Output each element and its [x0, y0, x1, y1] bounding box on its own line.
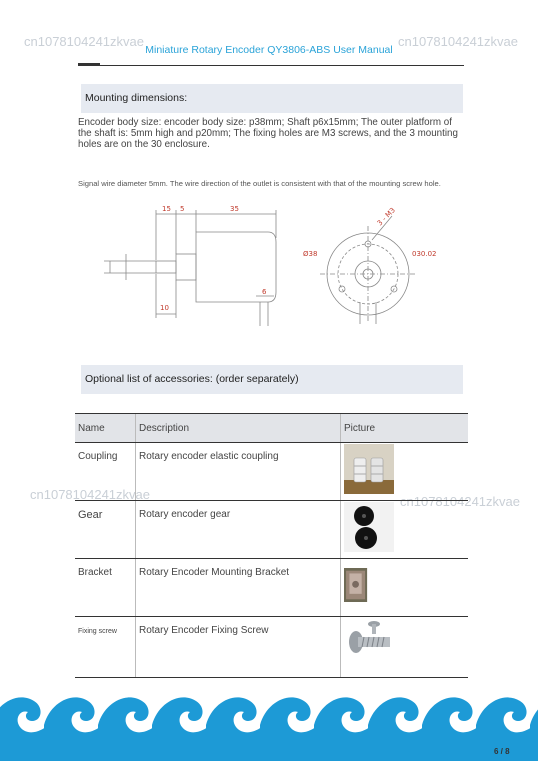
table-row: [75, 559, 468, 617]
mounting-heading: Mounting dimensions:: [85, 92, 188, 104]
accessories-table: [75, 413, 468, 678]
signal-wire-note: Signal wire diameter 5mm. The wire direction of the outlet is consistent with that of the mounting screw hole.: [78, 179, 441, 188]
accessory-name: Coupling: [75, 443, 136, 501]
dim-label: 15: [162, 205, 171, 213]
dim-label: 6: [262, 288, 267, 296]
accessory-picture: [341, 617, 469, 678]
accessory-description: Rotary Encoder Mounting Bracket: [136, 559, 341, 617]
accessory-description: Rotary encoder elastic coupling: [136, 443, 341, 501]
watermark: cn1078104241zkvae: [398, 34, 518, 49]
mounting-dimension-drawing: [80, 198, 456, 348]
column-header: Name: [75, 414, 136, 443]
accessories-heading: Optional list of accessories: (order separately): [85, 373, 299, 385]
accessory-picture: [341, 559, 469, 617]
wave-decoration: [0, 685, 538, 761]
shaft: [156, 261, 176, 273]
column-header: Description: [136, 414, 341, 443]
table-header-row: [75, 414, 468, 443]
page-number: 6 / 8: [494, 747, 510, 756]
table-row: [75, 443, 468, 501]
accessory-name: Bracket: [75, 559, 136, 617]
column-header: Picture: [341, 414, 469, 443]
dim-label: Ø38: [303, 250, 318, 258]
dim-label: 3 - M3: [375, 206, 397, 228]
section-heading-band: [81, 365, 463, 394]
accessory-picture: [341, 501, 469, 559]
watermark: cn1078104241zkvae: [400, 494, 520, 509]
table-row: [75, 501, 468, 559]
shaft-platform: [176, 254, 196, 280]
dim-label: 10: [160, 304, 169, 312]
document-title: Miniature Rotary Encoder QY3806-ABS User Manual: [145, 44, 393, 56]
bracket-photo-icon: [344, 560, 378, 610]
accessory-description: Rotary encoder gear: [136, 501, 341, 559]
dim-label: 5: [180, 205, 185, 213]
accessory-picture: [341, 443, 469, 501]
screw-photo-icon: [344, 618, 394, 668]
section-heading-band: [81, 84, 463, 113]
gear-photo-icon: [344, 502, 394, 552]
header-rule: [78, 65, 464, 66]
coupling-photo-icon: [344, 444, 394, 494]
watermark: cn1078104241zkvae: [30, 487, 150, 502]
table-row: [75, 617, 468, 678]
accessory-name: Fixing screw: [75, 617, 136, 678]
dim-label: 030.02: [412, 250, 437, 258]
accessory-description: Rotary Encoder Fixing Screw: [136, 617, 341, 678]
watermark: cn1078104241zkvae: [24, 34, 144, 49]
accessory-name: Gear: [75, 501, 136, 559]
dim-label: 35: [230, 205, 239, 213]
mounting-description: Encoder body size: encoder body size: p38mm; Shaft p6x15mm; The outer platform of the shaft is: 5mm high and p20mm; The fixing holes are M3 screws, and the 3 mounting holes are on the 30 enclosure.: [78, 117, 458, 151]
